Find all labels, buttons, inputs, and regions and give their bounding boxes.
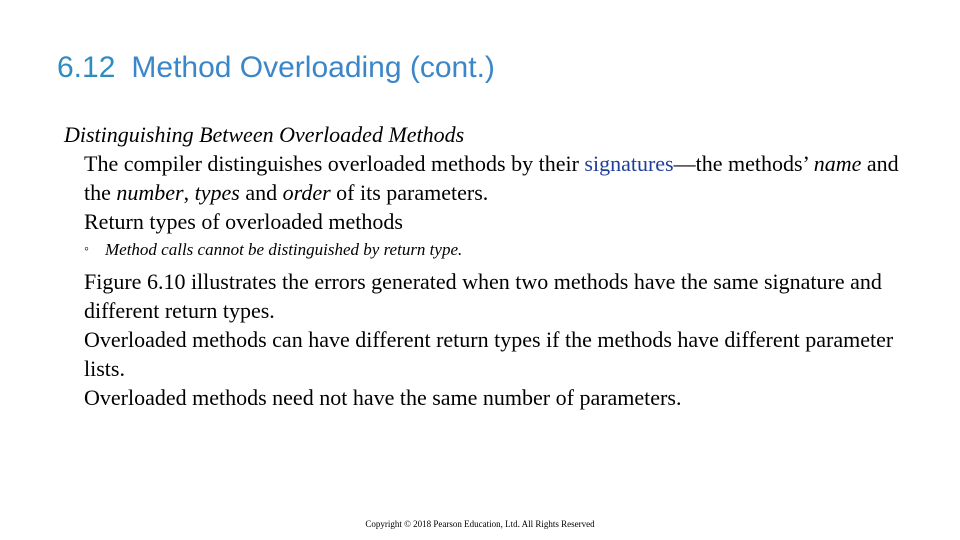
sub-bullet-marker-icon: ◦ (84, 242, 89, 257)
sub-bullet-item (64, 239, 914, 261)
text-run: and the (84, 151, 899, 205)
slide-content (64, 120, 914, 412)
bullet-item (64, 149, 914, 207)
subheading: Distinguishing Between Overloaded Methods (64, 122, 465, 147)
bullet-text: Overloaded methods need not have the same number of parameters. (84, 385, 682, 410)
italic-term: order (282, 180, 331, 205)
text-run: —the methods’ (673, 151, 814, 176)
bullet-text: Overloaded methods can have different return types if the methods have different parameter lists. (84, 327, 894, 381)
section-number: 6.12 (57, 51, 116, 84)
italic-term: types (194, 180, 240, 205)
copyright-footer: Copyright © 2018 Pearson Education, Ltd. All Rights Reserved (365, 519, 595, 529)
bullet-text (84, 151, 899, 205)
bullet-item (64, 267, 914, 325)
bullet-item (64, 325, 914, 383)
bullet-item (64, 383, 914, 412)
signatures-term: signatures (584, 151, 674, 176)
bullet-item (64, 207, 914, 236)
text-run: The compiler distinguishes overloaded methods by their (84, 151, 585, 176)
text-run: of its parameters. (330, 180, 489, 205)
bullet-text: Figure 6.10 illustrates the errors generated when two methods have the same signature and different return types. (84, 269, 882, 323)
title-text: Method Overloading (cont.) (131, 51, 495, 84)
sub-bullet-text: Method calls cannot be distinguished by return type. (105, 240, 463, 259)
italic-term: number (116, 180, 184, 205)
bullet-text: Return types of overloaded methods (84, 209, 403, 234)
italic-term: name (813, 151, 862, 176)
slide-title (57, 48, 495, 88)
text-run: , (183, 180, 195, 205)
text-run: and (239, 180, 283, 205)
